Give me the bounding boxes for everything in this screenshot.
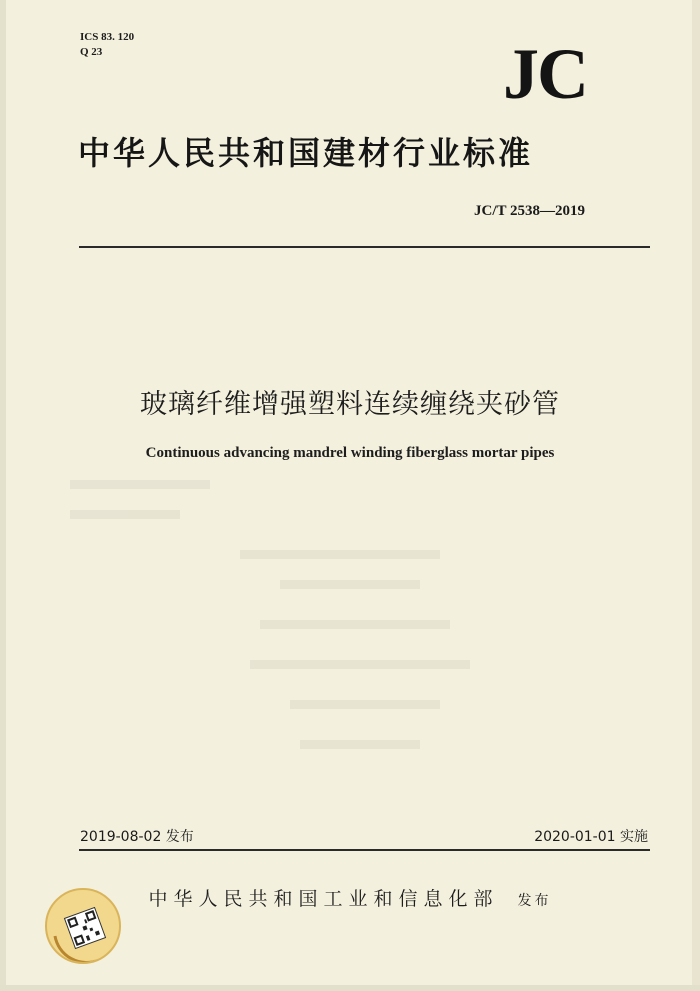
implement-date: 2020-01-01 实施 <box>534 829 648 845</box>
ccs-code: Q 23 <box>80 46 103 58</box>
jc-logo: JC <box>503 34 587 114</box>
document-title-english: Continuous advancing mandrel winding fiberglass mortar pipes <box>145 445 555 461</box>
bottom-divider <box>79 849 650 851</box>
ics-code: ICS 83. 120 <box>80 31 135 43</box>
page-edge-right <box>692 0 700 991</box>
publisher-name: 中华人民共和国工业和信息化部 <box>148 888 499 910</box>
qr-code-icon[interactable] <box>45 888 121 964</box>
top-divider <box>79 246 650 248</box>
classification-codes <box>80 30 134 60</box>
issuer-title: 中华人民共和国建材行业标准 <box>78 134 534 172</box>
standard-number: JC/T 2538—2019 <box>474 203 585 219</box>
page-edge-left <box>0 0 6 991</box>
page-bottom-edge <box>0 985 700 991</box>
issue-date: 2019-08-02 发布 <box>80 829 194 845</box>
faint-show-through <box>60 540 640 800</box>
document-title-chinese: 玻璃纤维增强塑料连续缠绕夹砂管 <box>140 389 560 420</box>
qr-code-graphic <box>47 890 121 964</box>
publish-label: 发布 <box>517 893 552 909</box>
